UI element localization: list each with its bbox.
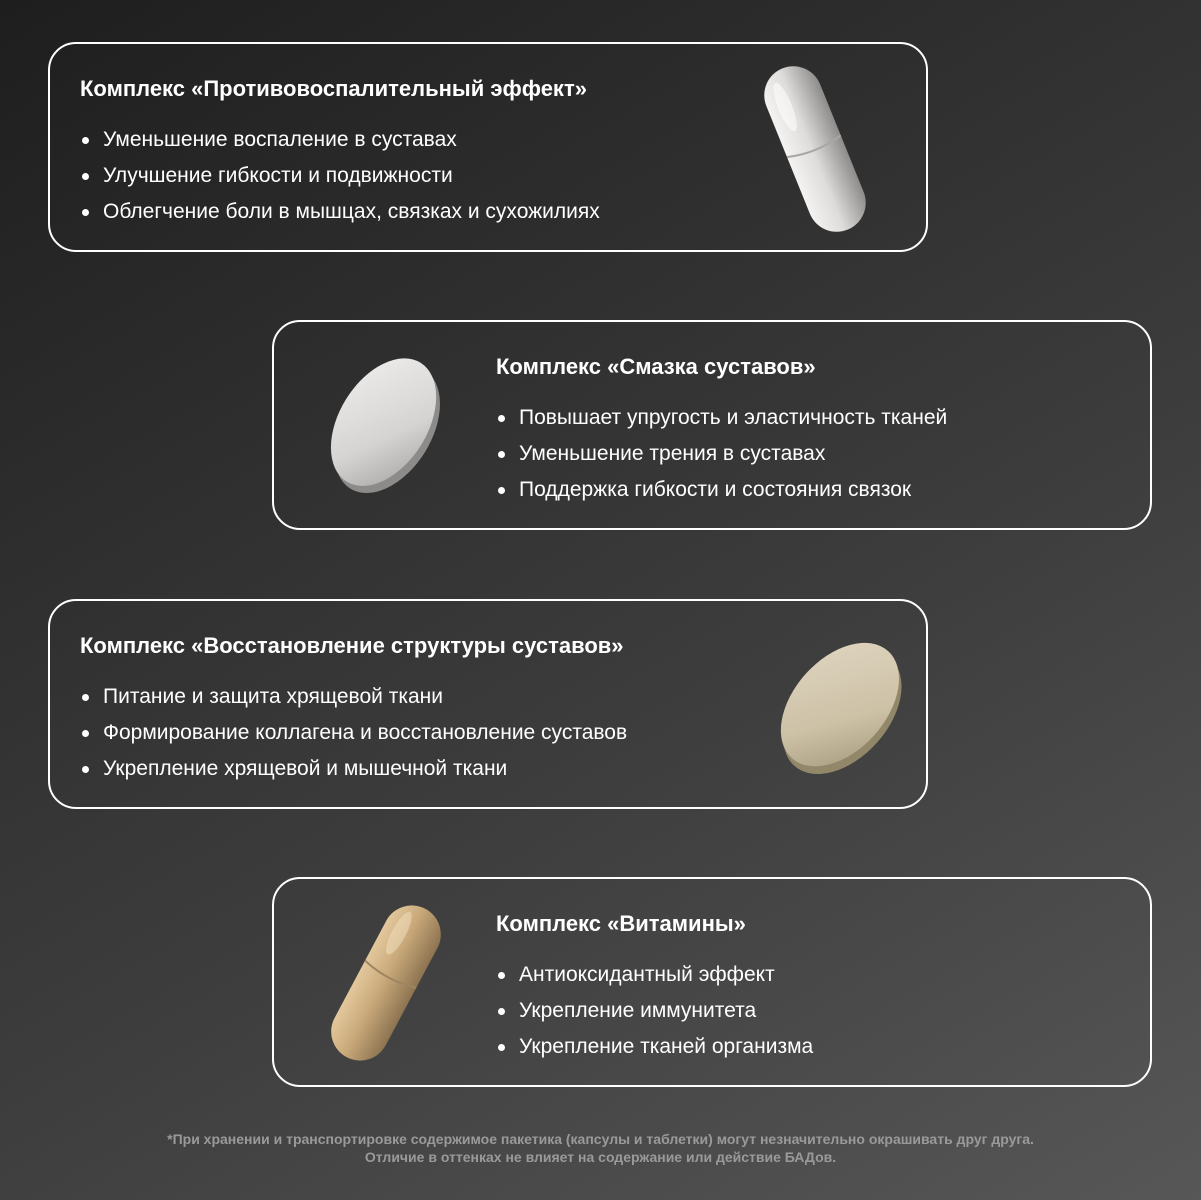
card-title: Комплекс «Противовоспалительный эффект» (80, 76, 587, 101)
card-text (496, 352, 947, 508)
beige-tablet-icon (770, 631, 910, 781)
list-item: Формирование коллагена и восстановление суставов (80, 715, 627, 751)
list-item: Укрепление иммунитета (496, 993, 813, 1029)
list-item: Антиоксидантный эффект (496, 957, 813, 993)
card-text (496, 909, 813, 1065)
card-title: Комплекс «Витамины» (496, 911, 746, 936)
tan-capsule-icon (316, 893, 456, 1073)
card-text (80, 74, 600, 230)
complex-card-vitamins (272, 877, 1152, 1087)
list-item: Укрепление тканей организма (496, 1029, 813, 1065)
white-tablet-icon (318, 348, 448, 498)
white-capsule-icon (740, 54, 890, 244)
list-item: Уменьшение трения в суставах (496, 436, 947, 472)
complex-card-anti-inflammatory (48, 42, 928, 252)
footnote-line: *При хранении и транспортировке содержимое пакетика (капсулы и таблетки) могут незначительно окрашивать друг друга. (167, 1131, 1034, 1147)
list-item: Питание и защита хрящевой ткани (80, 679, 627, 715)
benefit-list (496, 957, 813, 1065)
card-title: Комплекс «Смазка суставов» (496, 354, 816, 379)
complex-card-joint-structure-restoration (48, 599, 928, 809)
list-item: Уменьшение воспаление в суставах (80, 122, 600, 158)
card-title: Комплекс «Восстановление структуры суставов» (80, 633, 624, 658)
list-item: Облегчение боли в мышцах, связках и сухожилиях (80, 194, 600, 230)
benefit-list (496, 400, 947, 508)
footnote (0, 1130, 1201, 1166)
footnote-line: Отличие в оттенках не влияет на содержание или действие БАДов. (364, 1149, 837, 1165)
benefit-list (80, 122, 600, 230)
card-text (80, 631, 627, 787)
list-item: Улучшение гибкости и подвижности (80, 158, 600, 194)
list-item: Поддержка гибкости и состояния связок (496, 472, 947, 508)
benefit-list (80, 679, 627, 787)
complex-card-joint-lubrication (272, 320, 1152, 530)
list-item: Повышает упругость и эластичность тканей (496, 400, 947, 436)
list-item: Укрепление хрящевой и мышечной ткани (80, 751, 627, 787)
